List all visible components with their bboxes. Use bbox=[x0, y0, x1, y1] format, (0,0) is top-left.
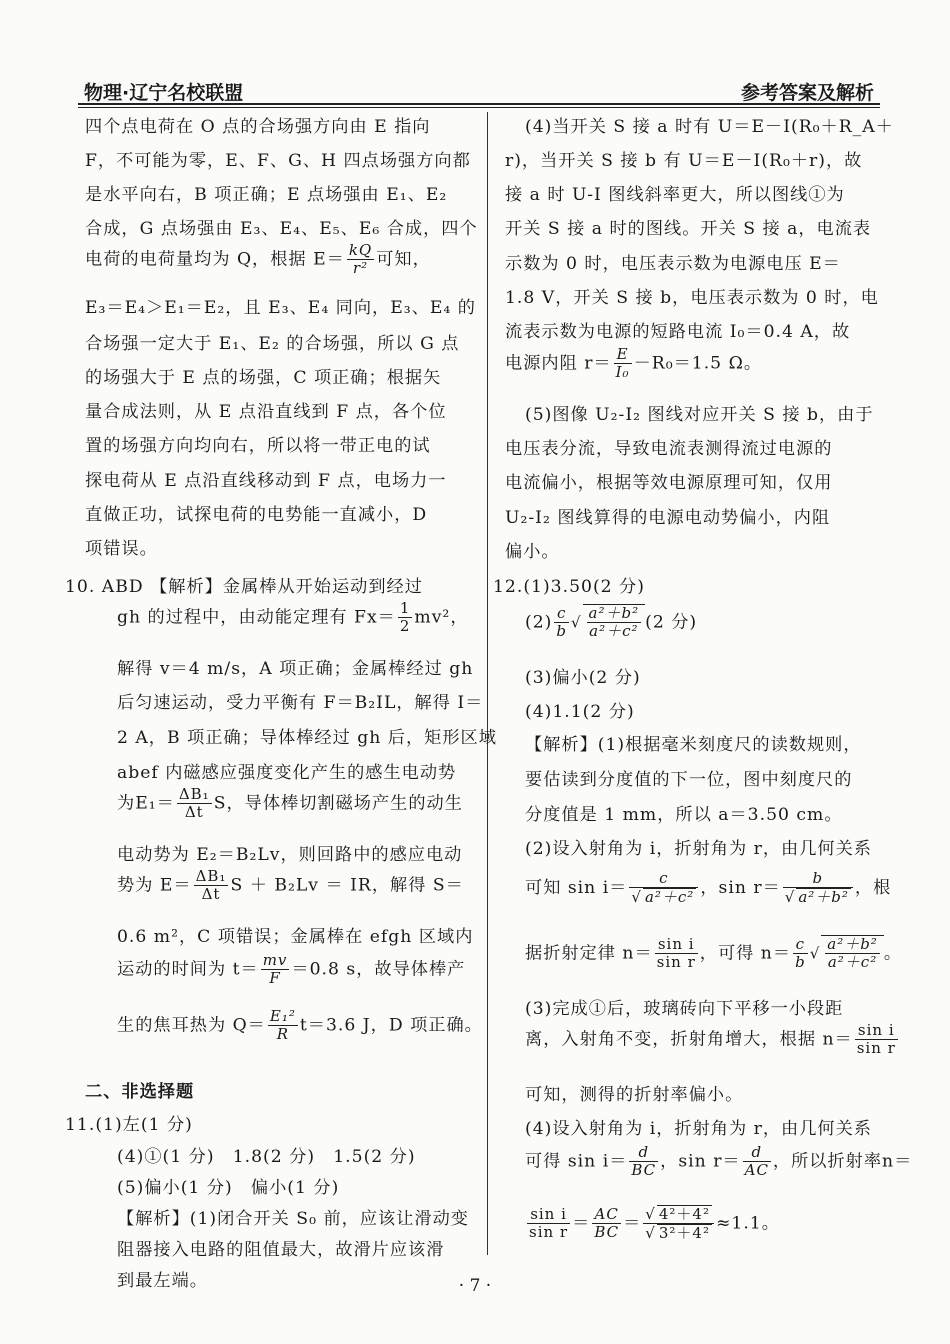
text-line: 【解析】(1)闭合开关 S₀ 前，应该让滑动变 bbox=[117, 1209, 469, 1229]
radical-icon: √ bbox=[570, 613, 582, 632]
text-line: (3)偏小(2 分) bbox=[525, 668, 641, 688]
text-line: E₃＝E₄＞E₁＝E₂，且 E₃、E₄ 同向，E₃、E₄ 的 bbox=[85, 298, 476, 318]
text-line: (4)当开关 S 接 a 时有 U＝E－I(R₀＋R_A＋ bbox=[525, 117, 894, 137]
column-divider bbox=[487, 112, 488, 1255]
text-line: 0.6 m²，C 项错误；金属棒在 efgh 区域内 bbox=[117, 927, 474, 947]
text-line: 后匀速运动，受力平衡有 F＝B₂IL，解得 I＝ bbox=[117, 693, 484, 713]
fraction: $\frac{d}{AC}$ bbox=[744, 1143, 769, 1180]
text-line: 直做正功，试探电荷的电势能一直减小，D bbox=[85, 505, 428, 525]
text-line: 合成，G 点场强由 E₃、E₄、E₅、E₆ 合成，四个 bbox=[85, 219, 478, 239]
text-line: 电压表分流，导致电流表测得流过电源的 bbox=[505, 439, 833, 459]
text-line: 的场强大于 E 点的场强，C 项正确；根据矢 bbox=[85, 368, 442, 388]
text-line: (3)完成①后，玻璃砖向下平移一小段距 bbox=[525, 999, 844, 1019]
fraction: $\frac{\text{E₁²}}{R}$ bbox=[269, 1007, 296, 1044]
question-12-header: 12.(1)3.50(2 分) bbox=[493, 577, 645, 597]
formula-line: 据折射定律 n＝ $\frac{\text{sin i}}{\text{sin r}}$ ，可得 n＝ $\frac{c}{b}$ √ $\frac{\text{a²＋b²}}{\text{a²＋c²}}$ 。 bbox=[525, 935, 903, 972]
formula-line: gh 的过程中，由动能定理有 Fx＝ $\frac{1}{2}$ mv²， bbox=[117, 599, 469, 636]
fraction: $\frac{\text{ΔB₁}}{\Delta t}$ bbox=[195, 867, 227, 904]
text-line: (4)①(1 分) 1.8(2 分) 1.5(2 分) bbox=[117, 1147, 416, 1167]
text-line: (2)设入射角为 i，折射角为 r，由几何关系 bbox=[525, 839, 872, 859]
formula-line: 势为 E＝ $\frac{\text{ΔB₁}}{\Delta t}$ S ＋ B₂Lv ＝ IR，解得 S＝ bbox=[117, 867, 464, 904]
formula-line: 生的焦耳热为 Q＝ $\frac{\text{E₁²}}{R}$ t＝3.6 J，D 项正确。 bbox=[117, 1007, 483, 1044]
radical-icon: √ bbox=[645, 1205, 656, 1223]
radicand: $\frac{\text{a²＋b²}}{\text{a²＋c²}}$ bbox=[821, 935, 884, 972]
header-rule bbox=[78, 103, 880, 105]
header-title: 参考答案及解析 bbox=[740, 82, 874, 104]
text-line: (5)偏小(1 分) 偏小(1 分) bbox=[117, 1178, 340, 1198]
text-line: 开关 S 接 a 时的图线。开关 S 接 a，电流表 bbox=[505, 219, 872, 239]
formula-line: 可知 sin i＝ $\frac{c}{\text{√ a²＋c²}}$ ，sin r＝ $\frac{b}{\text{√ a²＋b²}}$ ，根 bbox=[525, 869, 892, 907]
text-line: 接 a 时 U-I 图线斜率更大，所以图线①为 bbox=[505, 185, 845, 205]
formula-line: 运动的时间为 t＝ $\frac{mv}{F}$ ＝0.8 s，故导体棒产 bbox=[117, 951, 466, 988]
fraction: $\frac{\text{√ 4²＋4²}}{\text{√ 3²＋4²}}$ bbox=[643, 1205, 714, 1243]
radical-icon: √ bbox=[784, 888, 796, 907]
radical-icon: √ bbox=[809, 944, 821, 963]
text-line: 解得 v＝4 m/s，A 项正确；金属棒经过 gh bbox=[117, 659, 474, 679]
text-line: 量合成法则，从 E 点沿直线到 F 点，各个位 bbox=[85, 402, 447, 422]
formula-line: (2) $\frac{c}{b}$ √ $\frac{\text{a²＋b²}}{\text{a²＋c²}}$ (2 分) bbox=[525, 604, 698, 641]
fraction: $\frac{E}{\text{I₀}}$ bbox=[615, 345, 630, 382]
text-line: (4)设入射角为 i，折射角为 r，由几何关系 bbox=[525, 1119, 872, 1139]
text-line: 分度值是 1 mm，所以 a＝3.50 cm。 bbox=[525, 805, 843, 825]
fraction: $\frac{\text{ΔB₁}}{\Delta t}$ bbox=[178, 785, 210, 822]
text-line: 到最左端。 bbox=[117, 1271, 208, 1291]
formula-line: $\frac{\text{sin i}}{\text{sin r}}$ ＝ $\frac{AC}{BC}$ ＝ $\frac{\text{√ 4²＋4²}}{\text{√ 3²＋4²}}$ ≈1.1。 bbox=[529, 1205, 780, 1243]
text-line: 流表示数为电源的短路电流 I₀＝0.4 A，故 bbox=[505, 322, 851, 342]
text-line: 阻器接入电路的阻值最大，故滑片应该滑 bbox=[117, 1240, 445, 1260]
fraction: $\frac{c}{b}$ bbox=[556, 604, 567, 641]
fraction: $\frac{b}{\text{√ a²＋b²}}$ bbox=[783, 870, 853, 907]
text-fragment: 电荷的电荷量均为 Q，根据 E＝ bbox=[85, 249, 345, 270]
text-line: 是水平向右，B 项正确；E 点场强由 E₁、E₂ bbox=[85, 185, 448, 205]
text-line: 四个点电荷在 O 点的合场强方向由 E 指向 bbox=[85, 117, 431, 137]
text-line: 2 A，B 项正确；导体棒经过 gh 后，矩形区域 bbox=[117, 728, 497, 748]
radical-icon: √ bbox=[631, 888, 642, 907]
text-line: 偏小。 bbox=[505, 542, 560, 562]
page-header bbox=[78, 76, 880, 106]
page-number: · 7 · bbox=[458, 1276, 492, 1296]
text-line: 置的场强方向均向右，所以将一带正电的试 bbox=[85, 436, 431, 456]
text-line: 电动势为 E₂＝B₂Lv，则回路中的感应电动 bbox=[117, 845, 463, 865]
text-line: (5)图像 U₂-I₂ 图线对应开关 S 接 b，由于 bbox=[525, 405, 874, 425]
text-line: 合场强一定大于 E₁、E₂ 的合场强，所以 G 点 bbox=[85, 334, 460, 354]
fraction: $\frac{mv}{F}$ bbox=[262, 951, 288, 988]
text-line: 1.8 V，开关 S 接 b，电压表示数为 0 时，电 bbox=[505, 288, 879, 308]
text-line: 项错误。 bbox=[85, 539, 158, 559]
radicand: $\frac{\text{a²＋b²}}{\text{a²＋c²}}$ bbox=[583, 604, 646, 641]
text-line: 探电荷从 E 点沿直线移动到 F 点，电场力一 bbox=[85, 471, 447, 491]
text-line: abef 内磁感应强度变化产生的感生电动势 bbox=[117, 763, 457, 783]
text-line: 可知，测得的折射率偏小。 bbox=[525, 1085, 744, 1105]
fraction: $\frac{\text{sin i}}{\text{sin r}}$ bbox=[656, 935, 696, 972]
formula-line: 电源内阻 r＝ $\frac{E}{\text{I₀}}$ －R₀＝1.5 Ω。 bbox=[505, 345, 763, 382]
fraction: $\frac{\text{sin i}}{\text{sin r}}$ bbox=[529, 1205, 569, 1242]
text-line: (4)1.1(2 分) bbox=[525, 702, 635, 722]
header-subject: 物理·辽宁名校联盟 bbox=[84, 82, 244, 104]
section-heading: 二、非选择题 bbox=[85, 1082, 195, 1102]
text-line: F，不可能为零，E、F、G、H 四点场强方向都 bbox=[85, 151, 471, 171]
question-10-header: 10. ABD 【解析】金属棒从开始运动到经过 bbox=[65, 577, 423, 597]
fraction: $\frac{d}{BC}$ bbox=[631, 1143, 657, 1180]
formula-line: 为E₁＝ $\frac{\text{ΔB₁}}{\Delta t}$ S，导体棒切割磁场产生的动生 bbox=[117, 785, 463, 822]
text-line: r)，当开关 S 接 b 有 U＝E－I(R₀＋r)，故 bbox=[505, 151, 863, 171]
fraction: $\frac{kQ}{\text{r²}}$ bbox=[348, 241, 373, 278]
fraction: $\frac{1}{2}$ bbox=[399, 599, 411, 636]
formula-line: 离，入射角不变，折射角增大，根据 n＝ $\frac{\text{sin i}}{\text{sin r}}$ bbox=[525, 1021, 896, 1058]
formula-line bbox=[85, 242, 431, 278]
fraction: $\frac{\text{sin i}}{\text{sin r}}$ bbox=[856, 1021, 896, 1058]
fraction: $\frac{AC}{BC}$ bbox=[594, 1205, 620, 1242]
text-line: U₂-I₂ 图线算得的电源电动势偏小，内阻 bbox=[505, 508, 831, 528]
formula-line: 可得 sin i＝ $\frac{d}{BC}$ ，sin r＝ $\frac{d}{AC}$ ，所以折射率n＝ bbox=[525, 1143, 913, 1180]
text-line: 要估读到分度值的下一位，图中刻度尺的 bbox=[525, 770, 853, 790]
question-11-header: 11.(1)左(1 分) bbox=[65, 1115, 193, 1135]
header-rule-thin bbox=[78, 107, 880, 108]
fraction: $\frac{c}{b}$ bbox=[795, 935, 806, 972]
text-line: 【解析】(1)根据毫米刻度尺的读数规则， bbox=[525, 735, 862, 755]
text-line: 示数为 0 时，电压表示数为电源电压 E＝ bbox=[505, 254, 841, 274]
text-line: 电流偏小，根据等效电源原理可知，仅用 bbox=[505, 473, 833, 493]
fraction: $\frac{c}{\text{√ a²＋c²}}$ bbox=[629, 870, 698, 907]
radical-icon: √ bbox=[645, 1224, 656, 1243]
text-fragment: 可知， bbox=[376, 249, 431, 270]
